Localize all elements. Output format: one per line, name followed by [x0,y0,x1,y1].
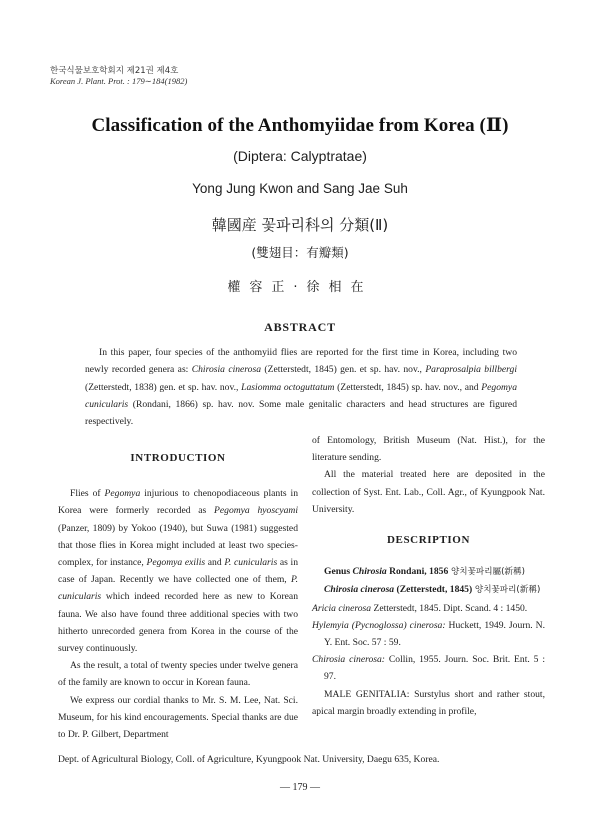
intro-italic: Pegomya hyoscyami [214,505,298,517]
page-number: ― 179 ― [280,782,320,793]
abstract-species: Paraprosalpia billbergi [425,364,517,376]
male-genitalia-text: MALE GENITALIA: Surstylus short and rather stout, apical margin broadly extending in profile, [312,688,545,717]
korean-authors: 權容正·徐相在 [227,280,373,295]
acknowledgement-continued: of Entomology, British Museum (Nat. Hist.), for the literature sending. [312,435,545,464]
intro-text: which indeed recorded here as new to Korean fauna. We also have found three additional species with two hitherto unrecorded genera from Korea in the course of the survey continuously. [58,591,298,655]
abstract-part: In this paper, four species of the anthomyiid flies are reported for the first time in Korea, including two newly recorded genera as: [85,347,517,376]
abstract-part: (Zetterstedt, 1845) sp. hav. nov., and [334,381,482,393]
left-column [58,432,298,743]
synonym-3 [312,651,545,685]
intro-text: as in case of Japan. Recently we have collected one of them, [58,557,298,586]
description-heading: DESCRIPTION [386,534,470,547]
synonym-2 [312,617,545,651]
intro-text: (Panzer, 1809) by Yokoo (1940), but Suwa (1981) suggested that those flies in Korea might included at least two species-complex, for instance, [58,522,298,569]
intro-paragraph-1 [58,485,298,657]
abstract-part: (Zetterstedt, 1845) gen. et sp. hav. nov., [261,364,426,376]
synonym-ref: Collin, 1955. Journ. Soc. Brit. Ent. 5 : 97. [324,654,545,683]
material-paragraph: All the material treated here are deposited in the collection of Syst. Ent. Lab., Coll. Agr., of Kyungpook Nat. University. [312,469,545,515]
synonym-ref: Huckett, 1949. Journ. N. Y. Ent. Soc. 57 : 59. [324,619,545,649]
intro-text: injurious to chenopodiaceous plants in Korea were formerly recorded as [58,488,298,517]
species-name: Chirosia cinerosa [324,584,395,596]
abstract-species: Chirosia cinerosa [191,364,262,376]
introduction-heading: INTRODUCTION [130,452,226,464]
species-heading [312,581,545,599]
genus-name: Chirosia [352,566,387,578]
abstract-species: Lasiomma octoguttatum [241,381,335,393]
abstract-text [85,344,517,430]
intro-text: Flies of [70,488,105,500]
genus-korean-name: 양치꽃파리屬(新稱) [448,567,525,578]
species-author: (Zetterstedt, 1845) [394,584,473,596]
intro-italic: P. cunicularis [224,557,278,569]
journal-korean: 한국식물보호학회지 제21권 제4호 [50,66,179,76]
journal-english: Korean J. Plant. Prot. : 179∼184(1982) [50,76,188,86]
paper-title: Classification of the Anthomyiidae from Korea (Ⅱ) [91,115,509,136]
intro-italic: P. cunicularis [58,574,298,603]
korean-subtitle: (雙翅目：有瓣類) [251,245,349,260]
right-column [312,432,545,720]
intro-paragraph-2: As the result, a total of twenty species under twelve genera of the family are known to occur in Korean fauna. [58,660,298,689]
synonym-ref: Zetterstedt, 1845. Dipt. Scand. 4 : 1450. [371,602,528,614]
genus-author: Rondani, 1856 [386,566,449,578]
korean-title: 韓國産 꽃파리科의 分類(Ⅱ) [211,216,389,234]
abstract-heading: ABSTRACT [264,320,336,334]
synonym-name: Hylemyia (Pycnoglossa) cinerosa: [312,619,446,631]
intro-text: and [205,557,225,569]
intro-italic: Pegomya [104,488,141,500]
intro-italic: Pegomya exilis [146,557,206,569]
synonym-1 [312,600,545,617]
paper-subtitle: (Diptera: Calyptratae) [233,148,367,164]
abstract-part: (Rondani, 1866) sp. hav. nov. Some male genitalic characters and head structures are figured respectively. [85,398,517,428]
paper-authors: Yong Jung Kwon and Sang Jae Suh [192,181,408,196]
affiliation-footer: Dept. of Agricultural Biology, Coll. of Agriculture, Kyungpook Nat. University, Daegu 635, Korea. [58,754,440,765]
journal-header [50,66,187,86]
synonym-name: Chirosia cinerosa: [312,654,385,666]
abstract-part: (Zetterstedt, 1838) gen. et sp. hav. nov., [85,381,242,393]
species-korean-name: 양치꽃파리(新稱) [472,585,541,596]
genus-label: Genus [324,566,353,578]
synonym-name: Aricia cinerosa [312,602,372,614]
genus-heading [312,563,545,581]
abstract-species: Pegomya cunicularis [85,381,517,410]
intro-paragraph-3: We express our cordial thanks to Mr. S. M. Lee, Nat. Sci. Museum, for his kind encouragements. Special thanks are due to Dr. P. Gilbert, Department [58,694,298,741]
